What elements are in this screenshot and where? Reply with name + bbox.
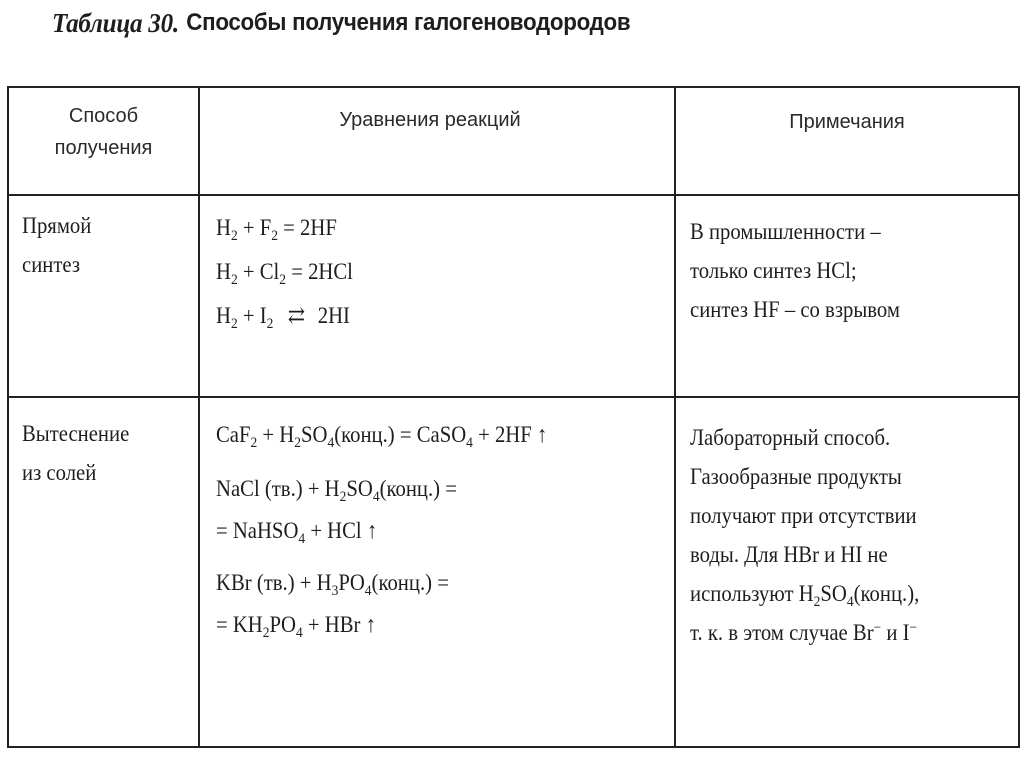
note-text: (конц.), [853, 581, 920, 606]
equation-kbr-b [216, 604, 547, 646]
eq-text: = 2HF [278, 215, 337, 240]
table-title-text: Способы получения галогеноводородов [186, 9, 631, 36]
equation-h2-i2 [216, 294, 353, 338]
column-divider-2 [674, 86, 676, 748]
eq-sub: 4 [372, 489, 380, 505]
equilibrium-arrow-icon: ⇄ [287, 303, 306, 328]
row2-method [22, 414, 129, 492]
table-border-left [7, 86, 9, 748]
eq-text: NaCl (тв.) + H [216, 476, 340, 501]
header-notes: Примечания [789, 111, 905, 133]
row2-note-line-3: получают при отсутствии [690, 503, 917, 528]
eq-text: H [216, 215, 231, 240]
eq-text: PO [338, 570, 365, 595]
row1-method-line-1: Прямой [22, 213, 92, 238]
eq-text: SO [300, 422, 328, 447]
note-text: SO [820, 581, 847, 606]
row1-notes [690, 212, 900, 329]
eq-text: = NaHSO [216, 518, 299, 543]
note-text: используют H [690, 581, 814, 606]
table-border-right [1018, 86, 1020, 748]
eq-text: 2HI [317, 303, 350, 328]
header-method-line-2: получения [54, 137, 153, 159]
eq-text: CaF [216, 422, 251, 447]
header-method-line-1: Способ [68, 105, 139, 127]
eq-text: KBr (тв.) + H [216, 570, 332, 595]
equation-h2-cl2 [216, 250, 353, 294]
column-divider-1 [198, 86, 200, 748]
row2-method-line-2: из солей [22, 460, 97, 485]
eq-text: PO [269, 612, 296, 637]
eq-sub: 4 [327, 435, 335, 451]
eq-text: (конц.) = [371, 570, 449, 595]
row2-note-line-4: воды. Для HBr и HI не [690, 542, 888, 567]
eq-sub: 4 [295, 625, 303, 641]
eq-sub: 2 [266, 316, 274, 332]
row2-notes [690, 418, 919, 652]
row1-equations [216, 206, 353, 338]
row2-note-line-6 [690, 613, 919, 652]
eq-text: H [216, 259, 231, 284]
row2-note-line-1: Лабораторный способ. [690, 425, 891, 450]
eq-text: + I [237, 303, 267, 328]
equation-caf2 [216, 414, 547, 456]
row1-note-line-2: только синтез HCl; [690, 258, 857, 283]
eq-text: = KH [216, 612, 263, 637]
row2-note-line-2: Газообразные продукты [690, 464, 902, 489]
row1-note-line-3: синтез HF – со взрывом [690, 297, 900, 322]
row-divider [7, 396, 1020, 398]
eq-sub: 4 [364, 583, 372, 599]
row2-equations [216, 414, 547, 646]
equation-nacl-b [216, 510, 547, 552]
eq-text: + HCl ↑ [305, 518, 378, 543]
eq-sub: 2 [339, 489, 347, 505]
eq-text: (конц.) = [379, 476, 457, 501]
equation-h2-f2 [216, 206, 353, 250]
row1-method-line-2: синтез [22, 252, 81, 277]
eq-text: + F [237, 215, 272, 240]
equation-nacl-a [216, 468, 547, 510]
eq-sub: 2 [230, 228, 238, 244]
header-method [9, 100, 198, 164]
row2-method-line-1: Вытеснение [22, 421, 130, 446]
eq-sub: 2 [230, 316, 238, 332]
eq-text: (конц.) = CaSO [334, 422, 467, 447]
header-row-divider [7, 194, 1020, 196]
eq-sub: 3 [331, 583, 339, 599]
eq-sub: 2 [262, 625, 270, 641]
note-sub: 2 [813, 594, 821, 610]
eq-text: + 2HF ↑ [472, 422, 548, 447]
table-border-top [7, 86, 1020, 88]
table-border-bottom [7, 746, 1020, 748]
row1-method [22, 206, 91, 284]
header-equations: Уравнения реакций [339, 109, 521, 131]
eq-sub: 2 [294, 435, 301, 451]
note-text: т. к. в этом случае Br [690, 620, 874, 645]
eq-sub: 4 [298, 531, 306, 547]
row2-note-line-5 [690, 574, 919, 613]
eq-text: + Cl [237, 259, 280, 284]
note-sup: − [873, 620, 882, 636]
eq-sub: 2 [279, 272, 287, 288]
eq-text: + H [257, 422, 295, 447]
eq-text: = 2HCl [286, 259, 353, 284]
note-sub: 4 [846, 594, 854, 610]
eq-text: H [216, 303, 231, 328]
eq-sub: 2 [230, 272, 238, 288]
equation-kbr-a [216, 562, 547, 604]
eq-sub: 2 [271, 228, 279, 244]
table-number: Таблица 30. [52, 7, 179, 38]
eq-text: SO [346, 476, 373, 501]
eq-sub: 4 [466, 435, 473, 451]
eq-sub: 2 [250, 435, 258, 451]
note-sup: − [909, 620, 918, 636]
row1-note-line-1: В промышленности – [690, 219, 881, 244]
note-text: и I [881, 620, 910, 645]
eq-text: + HBr ↑ [302, 612, 376, 637]
